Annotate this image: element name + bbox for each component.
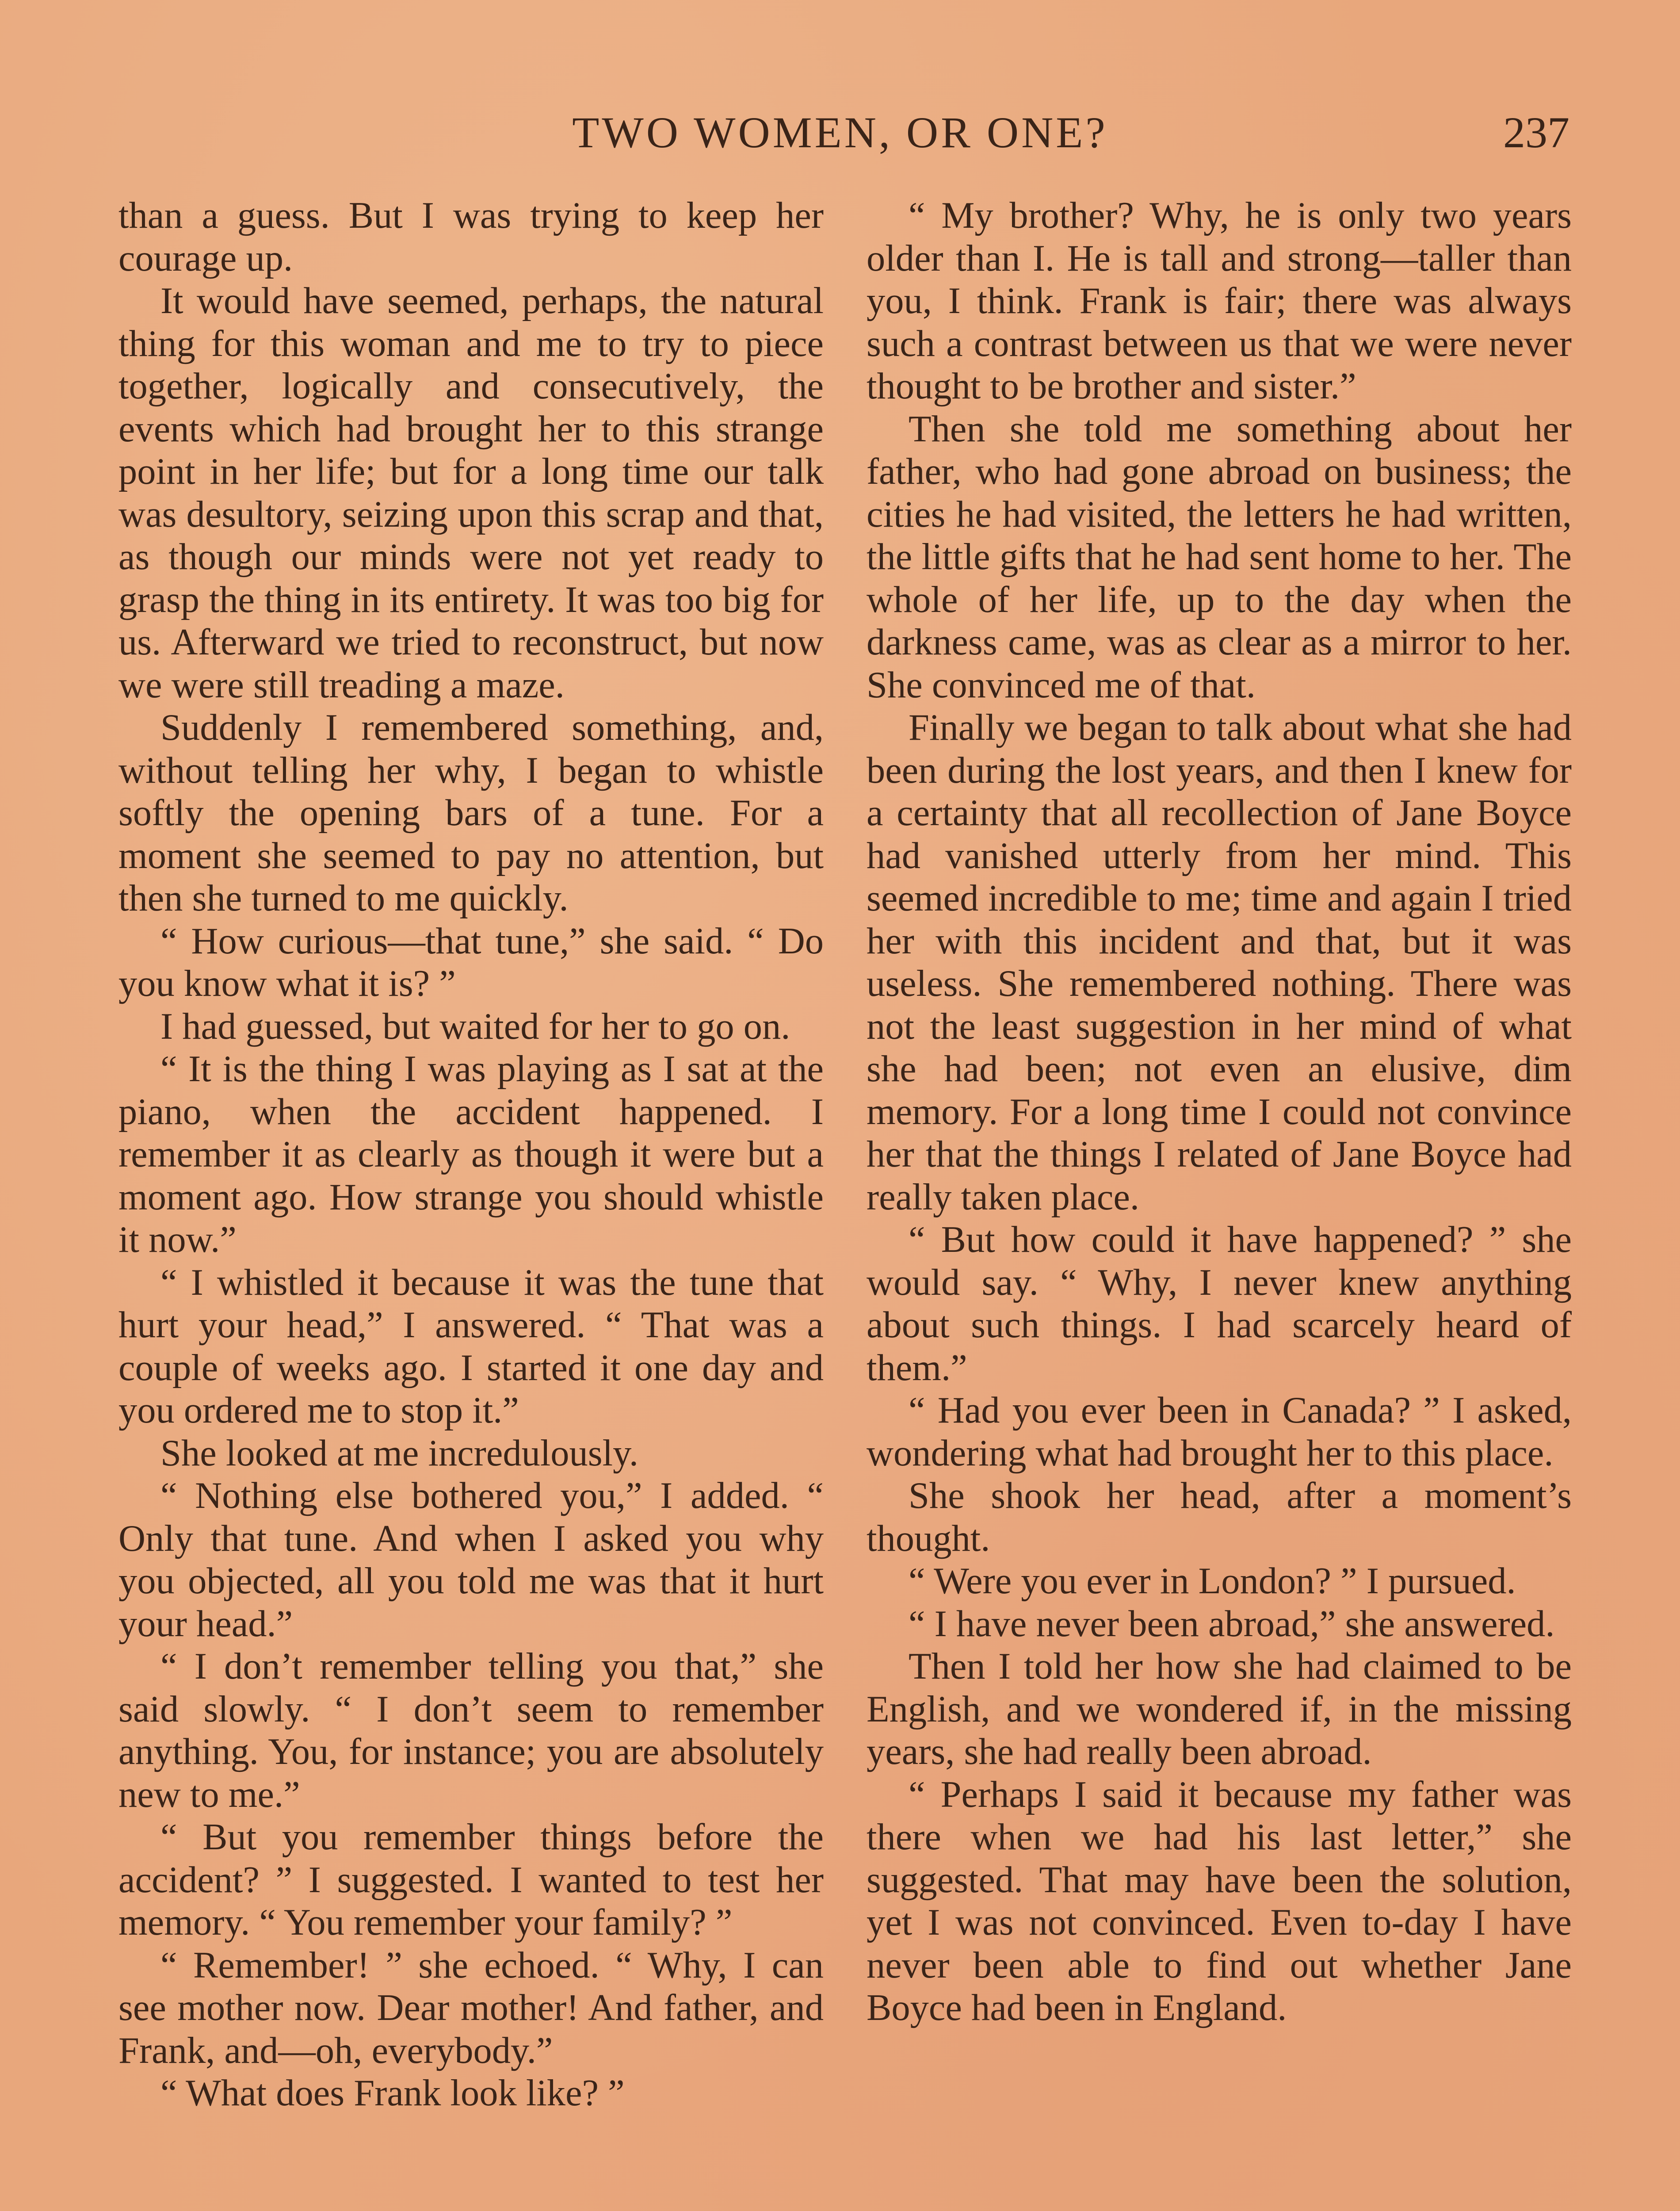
- paragraph: It would have seemed, perhaps, the natural thing for this woman and me to try to piece together, logically and consecutively, the events which had brought her to this strange point in her life; but for a long time our talk was desultory, seizing upon this scrap and that, as though our minds were not yet ready to grasp the thing in its entirety. It was too big for us. Afterward we tried to reconstruct, but now we were still treading a maze.: [118, 280, 824, 706]
- paragraph: She shook her head, after a moment’s thought.: [867, 1475, 1572, 1559]
- paragraph: “ What does Frank look like? ”: [160, 2073, 625, 2114]
- paragraph: Finally we began to talk about what she had been during the lost years, and then I knew for a certainty that all recollection of Jane Boyce had vanished utterly from her mind. This seemed incredible to me; time and again I tried her with this incident and that, but it was useless. She remembered nothing. There was not the least suggestion in her mind of what she had been; not even an elusive, dim memory. For a long time I could not convince her that the things I related of Jane Boyce had really taken place.: [867, 707, 1572, 1218]
- left-column: [118, 195, 824, 2115]
- paragraph: “ It is the thing I was playing as I sat at the piano, when the accident happened. I remember it as clearly as though it were but a moment ago. How strange you should whistle it now.”: [118, 1048, 824, 1260]
- paragraph: “ But you remember things before the accident? ” I suggested. I wanted to test her memory. “ You remember your family? ”: [118, 1817, 824, 1943]
- paragraph: Then she told me something about her father, who had gone abroad on business; the cities he had visited, the letters he had written, the little gifts that he had sent home to her. The whole of her life, up to the day when the darkness came, was as clear as a mirror to her. She convinced me of that.: [867, 408, 1572, 706]
- paragraph: “ My brother? Why, he is only two years older than I. He is tall and strong—taller than you, I think. Frank is fair; there was always such a contrast between us that we were never thought to be brother and sister.”: [867, 195, 1572, 407]
- paragraph: “ Remember! ” she echoed. “ Why, I can see mother now. Dear mother! And father, and Frank, and—oh, everybody.”: [118, 1944, 824, 2071]
- paragraph: Suddenly I remembered something, and, without telling her why, I began to whistle softly the opening bars of a tune. For a moment she seemed to pay no attention, but then she turned to me quickly.: [118, 707, 824, 919]
- right-column: [867, 195, 1572, 2030]
- paragraph: Then I told her how she had claimed to be English, and we wondered if, in the missing years, she had really been abroad.: [867, 1646, 1572, 1772]
- running-title: TWO WOMEN, OR ONE?: [572, 108, 1108, 157]
- page-header: [0, 102, 1680, 164]
- paragraph: “ I don’t remember telling you that,” she said slowly. “ I don’t seem to remember anything. You, for instance; you are absolutely new to me.”: [118, 1646, 824, 1815]
- paragraph: “ Perhaps I said it because my father was there when we had his last letter,” she suggested. That may have been the solution, yet I was not convinced. Even to-day I have never been able to find out whether Jane Boyce had been in England.: [867, 1774, 1572, 2028]
- paragraph: “ I have never been abroad,” she answered.: [909, 1603, 1555, 1645]
- paragraph: “ How curious—that tune,” she said. “ Do you know what it is? ”: [118, 920, 824, 1004]
- paragraph: She looked at me incredulously.: [160, 1432, 639, 1474]
- page-number: 237: [1503, 108, 1569, 157]
- paragraph: I had guessed, but waited for her to go on.: [160, 1006, 790, 1047]
- paragraph: “ Nothing else bothered you,” I added. “ Only that tune. And when I asked you why you objected, all you told me was that it hurt your head.”: [118, 1475, 824, 1645]
- paragraph: “ But how could it have happened? ” she would say. “ Why, I never knew anything about such things. I had scarcely heard of them.”: [867, 1219, 1572, 1389]
- paragraph: “ Were you ever in London? ” I pursued.: [909, 1561, 1516, 1602]
- paragraph: “ I whistled it because it was the tune that hurt your head,” I answered. “ That was a couple of weeks ago. I started it one day and you ordered me to stop it.”: [118, 1262, 824, 1431]
- paragraph: than a guess. But I was trying to keep her courage up.: [118, 195, 824, 279]
- paragraph: “ Had you ever been in Canada? ” I asked, wondering what had brought her to this place.: [867, 1390, 1572, 1474]
